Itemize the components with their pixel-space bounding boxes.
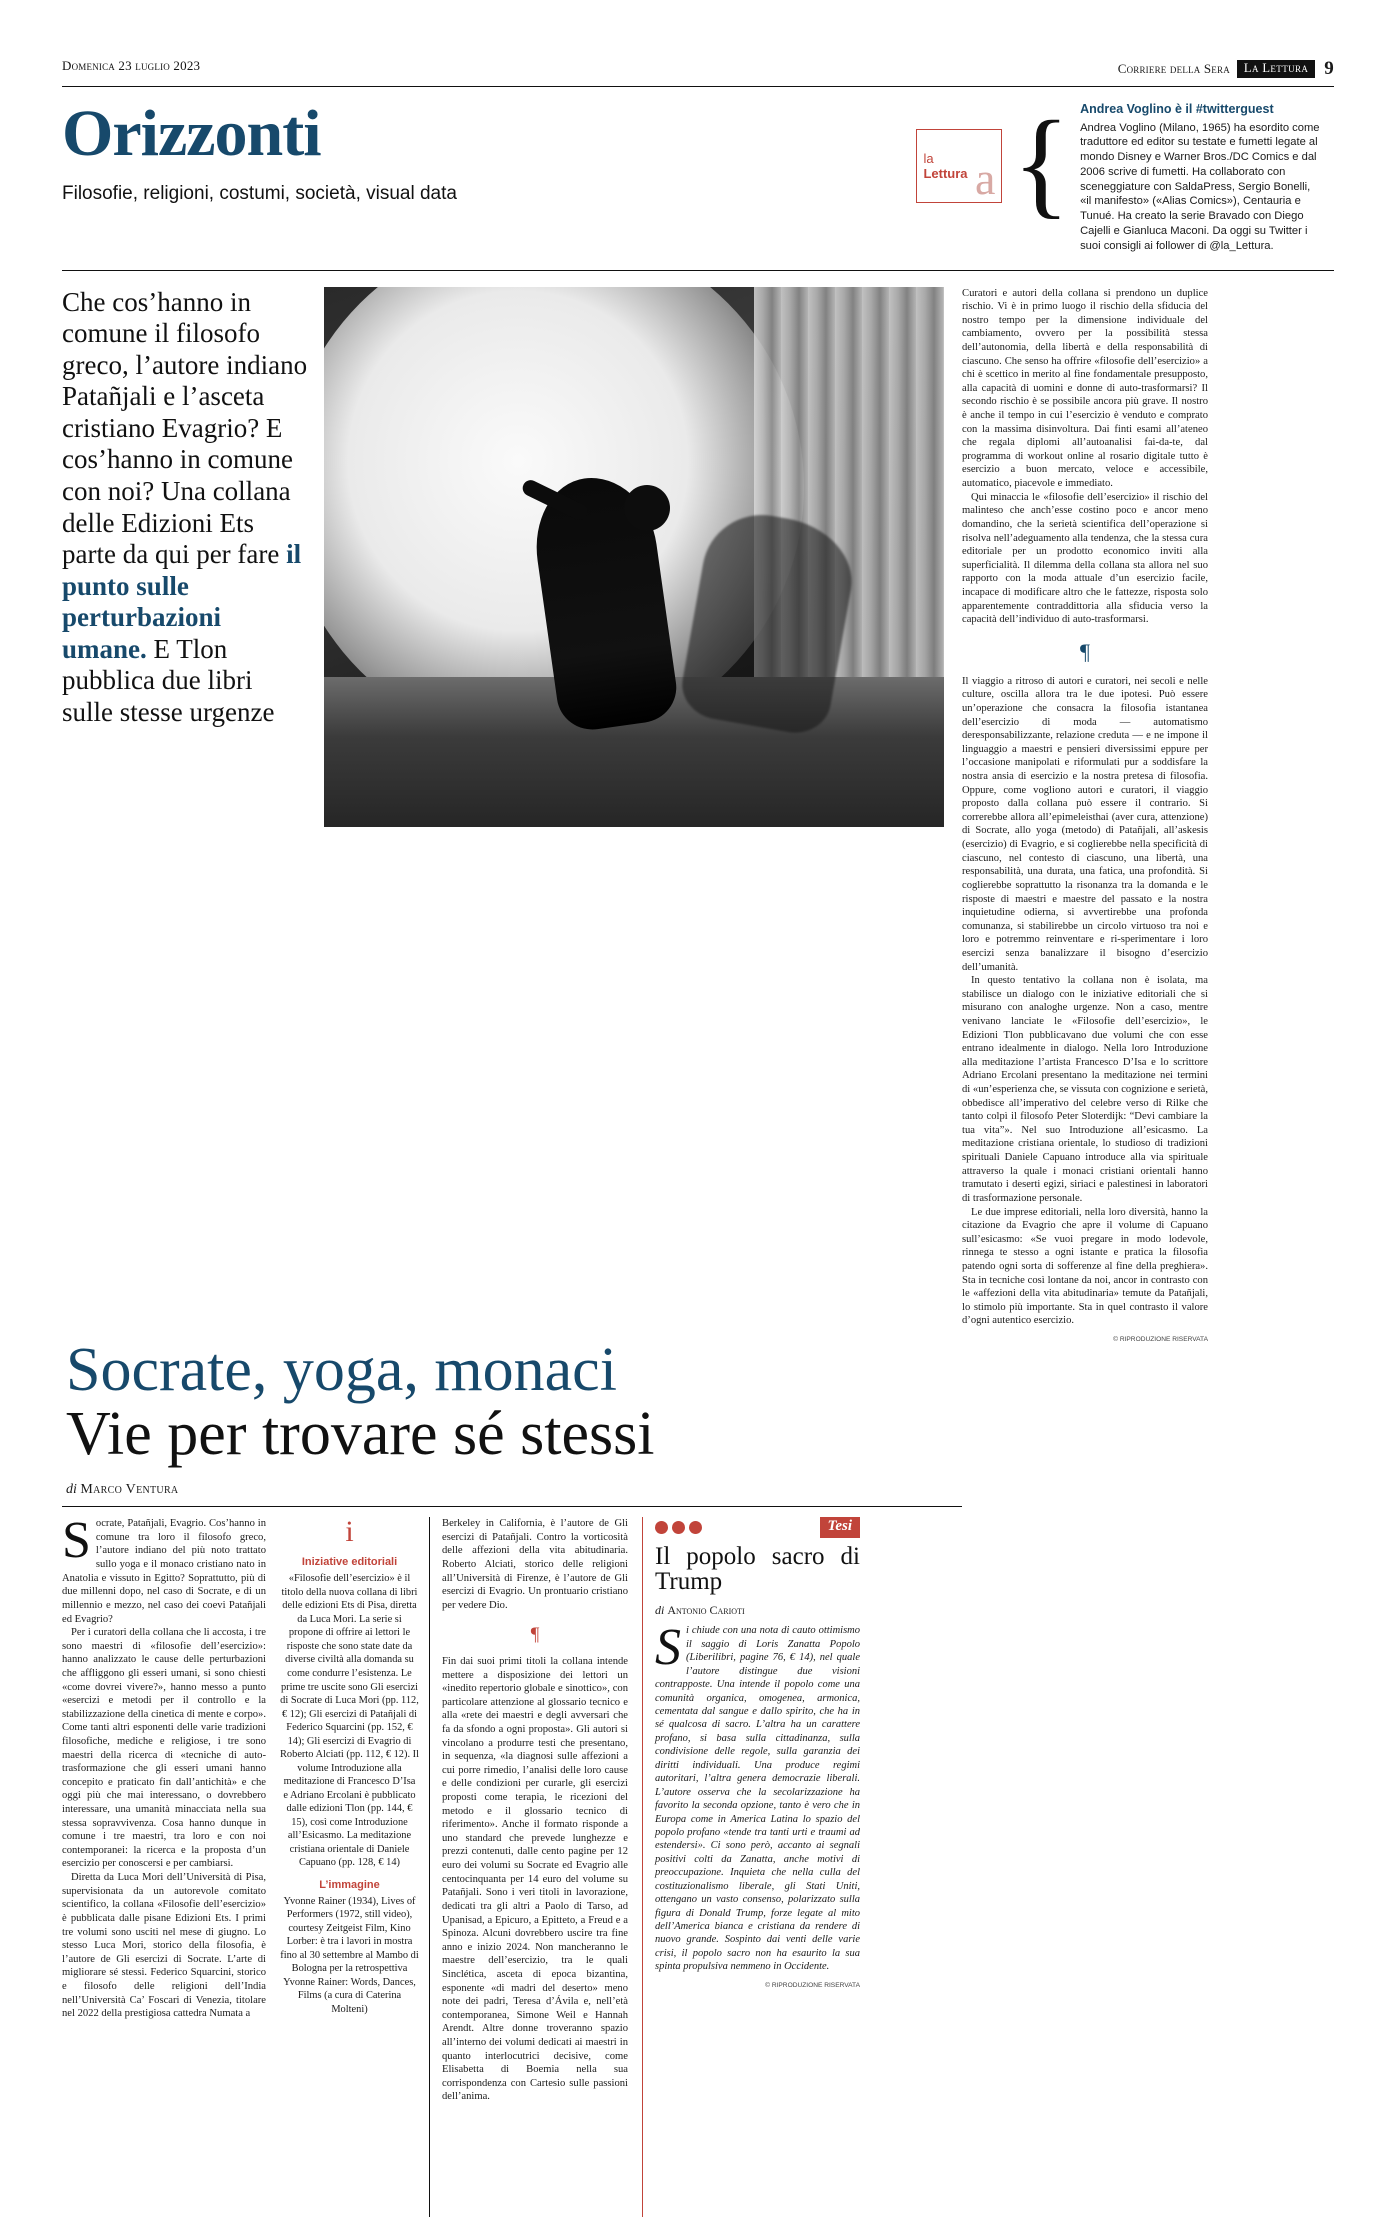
page-subtitle: Filosofie, religioni, costumi, società, visual data — [62, 183, 457, 204]
twitterguest-box — [1080, 101, 1320, 254]
copyright-notice: © RIPRODUZIONE RISERVATA — [1113, 1336, 1208, 1344]
paragraph: Curatori e autori della collana si prendono un duplice rischio. Vi è in primo luogo il rischio della sfiducia del nostro tempo per la dimensione individuale del cambiamento, ovvero per la possibilità stessa dell’autonomia, della libertà e della responsabilità di ciascuno. Che senso ha offrire «filosofie dell’esercizio» a chi è scettico in merito al fine fondamentale presupposto, alla capacità di uomini e donne di auto-trasformarsi? Il secondo rischio è se possibile ancora più grave. Il nostro è anche il tempo in cui l’esercizio è venduto e comprato con la massima disinvoltura. Dai finti esami all’ateneo che regala diplomi all’autoanalisi fai-da-te, dal programma di workout online al rosario digitale tutto è esercizio a buon mercato, veloce e accessibile, automatico, piacevole e immediato. — [962, 287, 1208, 490]
paragraph: Il viaggio a ritroso di autori e curatori, nei secoli e nelle culture, oscilla allora tra le due ipotesi. Può essere un’operazione che consacra la filosofia istantanea dell’esercizio di moda — automatismo deresponsabilizzante, relazione creduta — e ne impone il linguaggio a maestri e pensieri diversissimi eppure per l’occasione manipolati e riformulati pur a soddisfare la nostra ansia di esercizio e la nostra pretesa di filosofia. Oppure, come vogliono autori e curatori, il viaggio proposto dalla collana può essere il contrario. Si correrebbe allora all’epimeleisthai (aver cura, attenzione) di Socrate, allo yoga (metodo) di Patañjali, all’askesis (esercizio) di Evagrio, e si coglierebbe nella specificità di ciascuno, nel contesto di ciascuno, una libertà, una responsabilità, una durata, una fatica, una profondità. Si coglierebbe soprattutto la risonanza tra la domanda e le risposte di maestri e maestre del passato e la nostra inquietudine odierna, si avvertirebbe una profonda comunanza, si stabilirebbe un circolo virtuoso tra noi e loro e potremmo reinventare e ri-sperimentare i loro esercizi senza banalizzare il bisogno d’esercizio dell’umanità. — [962, 675, 1208, 973]
lalettura-logo — [916, 129, 1002, 203]
masthead-paper: Corriere della Sera — [1117, 61, 1230, 76]
paragraph-text: ocrate, Patañjali, Evagrio. Cos’hanno in comune tra loro il filosofo greco, l’autore indiano del più noto trattato sullo yoga e il monaco cristiano nato in Anatolia e vissuto in Egitto? Soprattutto, più di due millenni dopo, nel caso di Socrate, e di un millennio e mezzo, nel caso dei coevi Patañjali ed Evagrio? — [62, 1518, 266, 1625]
twitterguest-heading: Andrea Voglino è il #twitterguest — [1080, 102, 1274, 116]
image-caption-heading: L’immagine — [319, 1878, 380, 1891]
masthead-supplement: La Lettura — [1237, 60, 1315, 78]
paragraph: Le due imprese editoriali, nella loro diversità, hanno la citazione da Evagrio che apre il volume di Capuano sull’esicasmo: «Se vuoi pregare in modo lodevole, rinnega te stesso a ogni istante e pratica la filosofia patendo ogni sorta di sofferenze al fine della preghiera». Sta in tecniche così lontane da noi, ancor in contrasto con le «affezioni della vita abitudinaria» temute da Patañjali, lo stimolo più importante. Sta in quel contrasto il valore d’ogni autentico esercizio. — [962, 1206, 1208, 1327]
section-header-right — [916, 96, 1334, 254]
tesi-byline-author: Antonio Carioti — [667, 1603, 745, 1618]
image-caption-text: Yvonne Rainer (1934), Lives of Performers (1972, still video), courtesy Zeitgeist Film, Kino Lorber: è tra i lavori in mostra fino al 30 settembre al Mambo di Bologna per la retrospettiva Yvonne Rainer: Words, Dances, Films (a cura di Caterina Molteni) — [280, 1895, 419, 2015]
rule-body — [62, 1506, 962, 1507]
byline-author: Marco Ventura — [80, 1482, 179, 1498]
rule-mid — [62, 270, 1334, 271]
paragraph: Qui minaccia le «filosofie dell’esercizio» il rischio del malinteso che anch’esse costino poco e ancor meno domandino, che la serietà scientifica dell’operazione si risolva nell’adeguamento alla tendenza, che la stessa cura editoriale per un prodotto economico inviti alla superficialità. Il dilemma della collana sta allora nel suo rapporto con la moda attuale d’un esercizio facile, incapace di modificare altro che le fattezze, risposta solo apparentemente contraddittoria alla sfiducia verso la capacità dell’individuo di auto-trasformarsi. — [962, 491, 1208, 626]
tesi-tag: Tesi — [820, 1517, 860, 1537]
headline-block — [62, 1336, 962, 1507]
pilcrow-icon: ¶ — [1080, 638, 1090, 664]
body-column-2 — [430, 1517, 642, 2217]
lalettura-logo-line2: Lettura — [923, 166, 968, 181]
dot-icon — [672, 1521, 685, 1534]
headline-primary: Socrate, yoga, monaci — [66, 1336, 617, 1405]
twitterguest-text: Andrea Voglino (Milano, 1965) ha esordito come traduttore ed editor su testate e fumetti legate al mondo Disney e Warner Bros./DC Comics e dal 2006 scrive di fumetti. Ha collaborato con sceneggiature con SaldaPress, Sergio Bonelli, «il manifesto» («Alias Comics»), Centauria e Tunué. Ha creato la serie Bravado con Diego Cajelli e Gianluca Maconi. Da oggi su Twitter i suoi consigli ai follower di @la_Lettura. — [1080, 121, 1320, 252]
byline-prefix: di — [66, 1482, 77, 1498]
page-title: Orizzonti — [62, 97, 321, 170]
section-header — [62, 96, 1334, 254]
paragraph — [655, 1619, 860, 1973]
byline — [66, 1482, 962, 1498]
tesi-box — [642, 1517, 874, 2217]
tesi-dots-icon — [655, 1521, 702, 1534]
standfirst-part2: E Tlon pubblica due libri sulle stesse urgenze — [62, 633, 275, 728]
headline-secondary: Vie per trovare sé stessi — [66, 1400, 655, 1469]
paragraph: In questo tentativo la collana non è isolata, ma stabilisce un dialogo con le iniziative editoriali che si misurano con analoghe urgenze. Non a caso, mentre venivano lanciate le «Filosofie dell’esercizio», le Edizioni Tlon pubblicavano due volumi che con esse entrano idealmente in dialogo. Nella loro Introduzione alla meditazione l’artista Francesco D’Isa e lo scrittore Adriano Ercolani presentano la meditazione nei termini di «un’esperienza che, se vissuta con cognizione e serietà, obbedisce all’imperativo del celebre verso di Rilke che tanto colpì il filosofo Peter Sloterdijk: “Devi cambiare la tua vita”». Nel suo Introduzione all’esicasmo. La meditazione cristiana orientale, lo studioso di tradizioni spirituali Daniele Capuano introduce alla via spirituale attraverso la quale i monaci cristiani orientali hanno tramutato i deserti egizi, siriaci e palestinesi in laboratori di trasformazione personale. — [962, 975, 1208, 1204]
paragraph: Fin dai suoi primi titoli la collana intende mettere a disposizione dei lettori un «inedito repertorio globale e sinottico», con particolare attenzione al glossario tecnico e alla «rete dei maestri e degli avversari che fa da sfondo a ogni proposta». Gli autori si vincolano a produrre testi che presentano, in sequenza, «la diagnosi sulle affezioni a cui porre rimedio, l’analisi delle loro cause e delle condizioni per curarle, gli esercizi proposti come terapia, le ricezioni del metodo e il glossario tecnico di riferimento». Anche il formato risponde a uno standard che prevede lunghezze e prezzi contenuti, dalle cento pagine per 12 euro dei volumi su Socrate ed Evagrio alle centocinquanta per 14 euro del volume su Patañjali. Sono i veri titoli in lavorazione, dedicati tra gli altri a Paolo di Tarso, ad Upanisad, a Epicuro, a Epitteto, a Freud e a Spinoza. Alcuni dovrebbero uscire tra fine anno e inizio 2024. Non mancheranno le maestre dell’esercizio, tra le quali Sinclética, asceta di epoca bizantina, esponente «di madri del deserto» meno note dei padri, Teresa d’Ávila e, nell’età contemporanea, Simone Weil e Hannah Arendt. Altre donne troveranno spazio all’interno dei volumi dedicati ai maestri in quanto interlocutrici decisive, come Elisabetta di Boemia nella sua corrispondenza con Cartesio sulle passioni dell’anima. — [442, 1655, 628, 2103]
info-box-heading: Iniziative editoriali — [301, 1556, 398, 1569]
standfirst-bold: il punto sulle perturbazioni umane. — [62, 539, 302, 664]
info-icon: i — [345, 1515, 354, 1549]
rule-top — [62, 86, 1334, 87]
section-header-left — [62, 97, 916, 254]
masthead-date: Domenica 23 luglio 2023 — [62, 58, 201, 73]
tesi-byline-prefix: di — [655, 1603, 665, 1618]
right-column-upper — [962, 287, 1208, 1343]
standfirst — [62, 287, 308, 729]
tesi-header — [655, 1517, 860, 1537]
lalettura-logo-line1: la — [923, 151, 934, 166]
tesi-title: Il popolo sacro di Trump — [655, 1542, 860, 1596]
paragraph: Per i curatori della collana che li accosta, i tre sono maestri di «filosofie dell’esercizio»: hanno analizzato le cause delle perturbazioni che affliggono gli esseri umani, si sono chiesti «come dovrei vivere?», hanno messo a punto «esercizi e metodi per il controllo e la stabilizzazione della cinetica di mente e corpo». Come tanti altri esponenti delle varie tradizioni filosofiche, mediche e religiose, i tre sono maestri della ricerca di «tecniche di auto-trasformazione che gli esseri umani hanno concepito e praticato fin dall’antichità» e che oggi più che mai interessano, o dovrebbero interessare, una umanità minacciata nella sua stessa sopravvivenza. Cosa hanno dunque in comune i tre maestri, tra loro e con noi contemporanei: la ricerca e la proposta d’un esercizio per conoscersi e per cambiarsi. — [62, 1627, 266, 1870]
brace-glyph: { — [1012, 96, 1071, 229]
standfirst-column — [62, 287, 324, 1343]
tesi-copyright-notice: © RIPRODUZIONE RISERVATA — [765, 1981, 860, 1989]
info-box-column — [280, 1517, 430, 2217]
paragraph — [62, 1512, 266, 1626]
dot-icon — [655, 1521, 668, 1534]
pilcrow-icon: ¶ — [530, 1623, 540, 1645]
paragraph-text: i chiude con una nota di cauto ottimismo il saggio di Loris Zanatta Popolo (Liberilibri, pagine 76, € 14), nel quale l’autore distingue due visioni contrapposte. Una intende il popolo come una comunità organica, omogenea, armonica, cementata dal sangue e dallo spirito, che ha in sé qualcosa di sacro. L’altra ha un carattere profano, si basa sulla cittadinanza, sulla condivisione delle regole, sulla garanzia dei diritti individuali. Una produce regimi autoritari, l’altra genera democrazie liberali. L’autore osserva che la secolarizzazione ha favorito la seconda opzione, tanto è vero che in Europa come in America Latina lo spazio del popolo profano «tende tra tanti urti e traumi ad estendersi». Ci sono però, accanto ai segnali positivi colti da Zanatta, anche motivi di preoccupazione. Inquieta che nella culla del costituzionalismo liberale, gli Stati Uniti, ottengano un vasto consenso, polarizzato sulla figura di Donald Trump, forze legate al mito dell’America bianca e cristiana da rendere di nuovo grande. Sospinto dai venti delle varie crisi, il popolo sacro non ha esaurito la sua spinta propulsiva nemmeno in Occidente. — [655, 1625, 860, 1973]
dot-icon — [689, 1521, 702, 1534]
tesi-byline — [655, 1603, 860, 1618]
standfirst-part1: Che cos’hanno in comune il filosofo greco, l’autore indiano Patañjali e l’asceta cristiano Evagrio? E cos’hanno in comune con noi? Una collana delle Edizioni Ets parte da qui per fare — [62, 286, 308, 570]
masthead-page-number: 9 — [1324, 58, 1334, 79]
article-upper — [62, 287, 1334, 1343]
photo-dancer-head — [624, 485, 670, 531]
paragraph: Berkeley in California, è l’autore de Gli esercizi di Patañjali. Contro la vorticosità delle affezioni della vita abitudinaria. Roberto Alciati, storico delle religioni all’Università di Firenze, è l’autore de Gli esercizi di Evagrio. Un prontuario cristiano per vedere Dio. — [442, 1518, 628, 1611]
info-box-text: «Filosofie dell’esercizio» è il titolo della nuova collana di libri delle edizioni Ets di Pisa, diretta da Luca Mori. La serie si propone di offrire ai lettori le risposte che sono state date da diverse civiltà alla domanda su come condurre l’esistenza. Le prime tre uscite sono Gli esercizi di Socrate di Luca Mori (pp. 112, € 12); Gli esercizi di Patañjali di Federico Squarcini (pp. 152, € 14); Gli esercizi di Evagrio di Roberto Alciati (pp. 112, € 12). Il volume Introduzione alla meditazione di Francesco D’Isa e Adriano Ercolani è pubblicato dalle edizioni Tlon (pp. 144, € 15), così come Introduzione all’Esicasmo. La meditazione cristiana orientale di Daniele Capuano (pp. 128, € 14) — [280, 1573, 419, 1869]
tesi-body — [655, 1619, 860, 1973]
body-column-1 — [62, 1512, 280, 2217]
article-body — [62, 1512, 1334, 2217]
paragraph: Diretta da Luca Mori dell’Università di Pisa, supervisionata da un autorevole comitato scientifico, la collana «Filosofie dell’esercizio» è pubblicata dalle pisane Edizioni Ets. I primi tre volumi sono usciti nel mese di giugno. Lo stesso Luca Mori, storico della filosofia, è l’autore de Gli esercizi di Socrate. L’arte di migliorare sé stessi. Federico Squarcini, storico e filosofo delle religioni dell’India nell’Università Ca’ Foscari di Venezia, titolare nel 2022 della prestigiosa cattedra Numata a — [62, 1872, 266, 2020]
lalettura-logo-letter: a — [975, 153, 996, 204]
article-photo — [324, 287, 944, 827]
masthead — [62, 58, 1334, 80]
drop-cap: S — [655, 1619, 681, 1677]
drop-cap: S — [62, 1512, 91, 1570]
masthead-right — [1118, 58, 1334, 80]
body-column-spacer — [874, 1517, 1106, 2217]
